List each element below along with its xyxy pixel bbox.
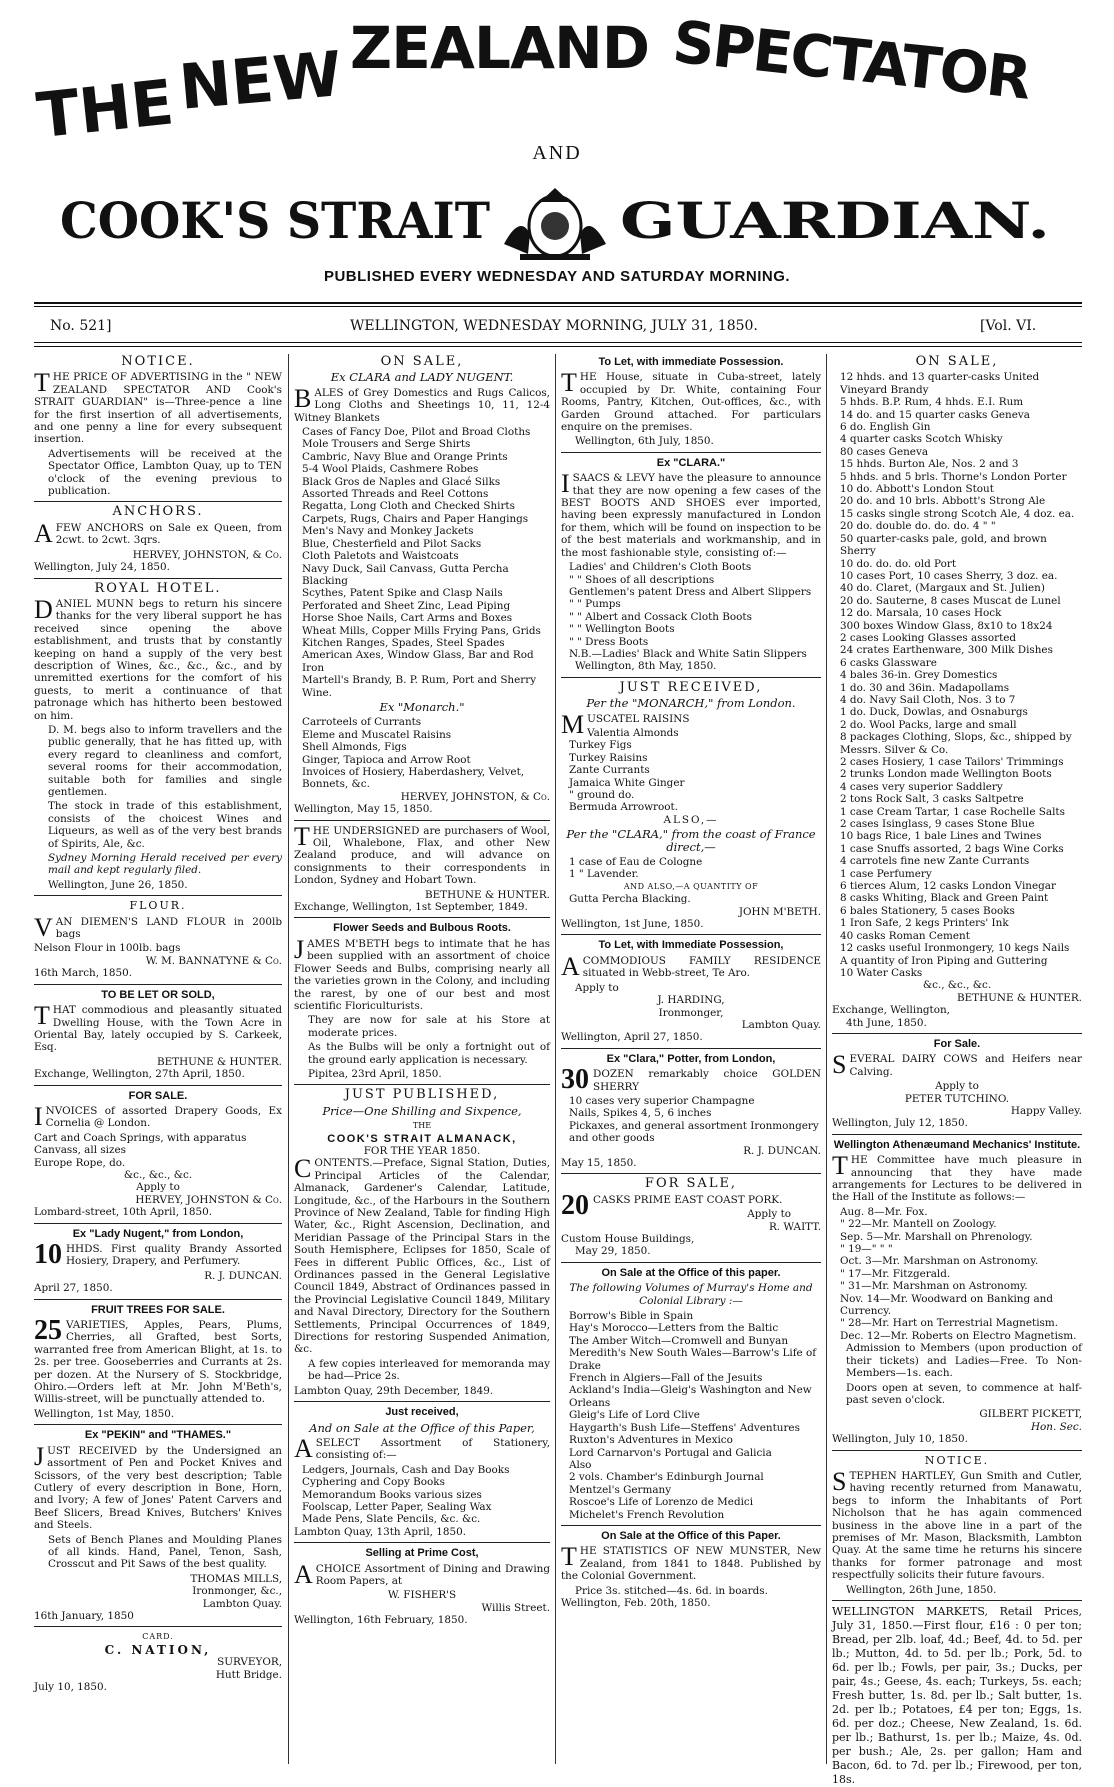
list-item: " " Dress Boots xyxy=(569,635,649,648)
to-let-2-signature-2: Ironmonger, xyxy=(658,1006,724,1019)
list-item: Haygarth's Bush Life—Steffens' Adventures xyxy=(569,1421,800,1434)
list-item: Cloth Paletots and Waistcoats xyxy=(302,550,459,563)
list-item: Oct. 3—Mr. Marshman on Astronomy. xyxy=(840,1255,1039,1268)
pork-text: 20 CASKS PRIME EAST COAST PORK. xyxy=(561,1189,783,1221)
anchors-date: Wellington, July 24, 1850. xyxy=(34,561,170,574)
flour-signature: W. M. BANNATYNE & Co. xyxy=(145,954,282,967)
potter-signature: R. J. DUNCAN. xyxy=(743,1144,821,1157)
list-item: Cyphering and Copy Books xyxy=(302,1476,445,1489)
on-sale-date: Exchange, Wellington, xyxy=(832,1004,950,1017)
royal-hotel-text-4: Sydney Morning Herald received per every mail and kept regularly filed. xyxy=(48,852,282,877)
fruit-trees-date: Wellington, 1st May, 1850. xyxy=(34,1407,175,1420)
on-sale-list xyxy=(832,371,1082,979)
pekin-date: 16th January, 1850 xyxy=(34,1609,134,1622)
on-sale-subheading: Ex CLARA and LADY NUGENT. xyxy=(330,370,514,385)
just-received-heading: Just received, xyxy=(385,1406,459,1419)
to-let-2-signature: J. HARDING, xyxy=(657,994,725,1007)
statistics-price: Price 3s. stitched—4s. 6d. in boards. xyxy=(575,1584,768,1597)
list-item: Pickaxes, and general assortment Ironmongery and other goods xyxy=(569,1119,819,1145)
royal-hotel-text-2: D. M. begs also to inform travellers and the public generally, that he has fitted up, with every regard to cleanliness and comfort, several rooms for their accommodation, suitable both for families and single gentlemen. xyxy=(48,723,282,798)
potter-date: May 15, 1850. xyxy=(561,1156,637,1169)
svg-text:NEW: NEW xyxy=(176,36,345,124)
column-divider xyxy=(555,354,556,1764)
almanack-date: Lambton Quay, 29th December, 1849. xyxy=(294,1384,494,1397)
list-item: " ground do. xyxy=(569,789,635,801)
for-sale-text: INVOICES of assorted Drapery Goods, Ex Cornelia @ London. xyxy=(34,1101,282,1131)
on-sale-signature: BETHUNE & HUNTER. xyxy=(956,991,1082,1004)
list-item: Roscoe's Life of Lorenzo de Medici xyxy=(569,1496,754,1509)
to-let-2-apply: Apply to xyxy=(575,981,619,994)
top-rule-thin xyxy=(34,306,1082,307)
top-rule xyxy=(34,302,1082,304)
list-item: 1 case Perfumery xyxy=(840,867,932,880)
column-divider xyxy=(288,354,289,1764)
books-heading: On Sale at the Office of this paper. xyxy=(601,1266,781,1279)
list-item: Men's Navy and Monkey Jackets xyxy=(302,525,474,538)
list-item: Canvass, all sizes xyxy=(34,1144,126,1157)
dairy-date: Wellington, July 12, 1850. xyxy=(832,1117,968,1130)
columns xyxy=(34,354,1082,1786)
markets-text: WELLINGTON MARKETS, Retail Prices, July 31, 1850.—First flour, £16 : 0 per ton; Bread, per 2lb. loaf, 4d.; Beef, 4d. to 5d. per lb.; Mutton, 4d. to 5d. per lb.; Pork, 5d. to 6d. per lb.; Fowls, per pair, 3s.; Ducks, per pair, 4s.; Geese, 4s. each; Turkeys, 5s. each; Fresh butter, 1s. 8d. per lb.; Salt butter, 1s. 2d. per lb.; Potatoes, £4 per ton; Eggs, 1s. 6d. per doz.; Cheese, New Zealand, 1s. 6d. per lb.; Bathurst, 1s. per lb.; Maize, 4s. 0d. per bush.; Ale, 2s. per gallon; Ham and Bacon, 6d. to 7d. per lb.; Firewood, per ton, 18s. xyxy=(832,1605,1082,1786)
anchors-heading: ANCHORS. xyxy=(112,504,204,520)
to-let-date: Wellington, 6th July, 1850. xyxy=(575,435,714,448)
list-item: Regatta, Long Cloth and Checked Shirts xyxy=(302,500,515,513)
just-published-price: Price—One Shilling and Sixpence, xyxy=(322,1103,522,1118)
raisins-list xyxy=(561,727,821,814)
list-item: 1 case Cream Tartar, 1 case Rochelle Salts xyxy=(840,805,1065,818)
to-let-text: THAT commodious and pleasantly situated Dwelling House, with the Town Acre in Oriental Bay, lately occupied by S. Carkeek, Esq. xyxy=(34,1001,282,1054)
almanack-year: FOR THE YEAR 1850. xyxy=(363,1144,481,1157)
just-received-subheading: Per the "MONARCH," from London. xyxy=(586,696,796,711)
dairy-apply: Apply to xyxy=(935,1080,979,1093)
list-item: 4 do. Navy Sail Cloth, Nos. 3 to 7 xyxy=(840,693,1016,706)
prime-cost-date: Wellington, 16th February, 1850. xyxy=(294,1614,468,1627)
list-item: 8 casks Whiting, Black and Green Paint xyxy=(840,892,1049,905)
list-item: Shell Almonds, Figs xyxy=(302,741,407,754)
for-sale-date: Lombard-street, 10th April, 1850. xyxy=(34,1206,213,1219)
list-item: Mentzel's Germany xyxy=(569,1483,672,1496)
notice-text: THE PRICE OF ADVERTISING in the " NEW ZEALAND SPECTATOR AND Cook's STRAIT GUARDIAN" is—Three-pence a line for the first insertion of all advertisements, and one penny a line for every subsequent insertion. xyxy=(34,368,282,446)
lady-nugent-text: 10 HHDS. First quality Brandy Assorted Hosiery, Drapery, and Perfumery. xyxy=(34,1239,282,1270)
monarch-date: Wellington, May 15, 1850. xyxy=(294,803,433,816)
pekin-signature-2: Ironmonger, &c., xyxy=(192,1585,282,1598)
list-item: 14 do. and 15 quarter casks Geneva xyxy=(840,408,1030,421)
hartley-heading: NOTICE. xyxy=(924,1453,990,1467)
list-item: Mole Trousers and Serge Shirts xyxy=(302,438,471,451)
list-item: Ladies' and Children's Cloth Boots xyxy=(569,561,752,574)
list-item: " " Pumps xyxy=(569,598,621,611)
athenaeum-text: THE Committee have much pleasure in announcing that they have made arrangements for Lectures to be delivered in the Hall of the Institute as follows:— xyxy=(832,1151,1082,1204)
lady-nugent-date: April 27, 1850. xyxy=(34,1282,113,1295)
potter-list xyxy=(561,1095,821,1145)
prime-cost-heading: Selling at Prime Cost, xyxy=(365,1547,479,1560)
list-item: 10 cases very superior Champagne xyxy=(569,1094,755,1107)
mbeth-signature: JOHN M'BETH. xyxy=(738,905,821,918)
list-item: " 17—Mr. Fitzgerald. xyxy=(840,1267,951,1280)
flour-text-2: Nelson Flour in 100lb. bags xyxy=(34,942,181,955)
list-item: French in Algiers—Fall of the Jesuits xyxy=(569,1372,763,1385)
list-item: Turkey Raisins xyxy=(569,751,648,764)
list-item: Nov. 14—Mr. Woodward on Banking and Currency. xyxy=(840,1292,1053,1318)
list-item: Valentia Almonds xyxy=(587,726,679,739)
athenaeum-heading: Wellington Athenæumand Mechanics' Institute. xyxy=(833,1138,1081,1151)
list-item: Apply to xyxy=(136,1181,180,1194)
list-item: Foolscap, Letter Paper, Sealing Wax xyxy=(302,1500,492,1513)
list-item: Kitchen Ranges, Spades, Steel Spades xyxy=(302,636,505,649)
monarch-signature: HERVEY, JOHNSTON, & Co. xyxy=(400,790,550,803)
pekin-text-2: Sets of Bench Planes and Moulding Planes of all kinds. Hand, Panel, Tenon, Sash, Crosscut and Pit Saws of the best quality. xyxy=(48,1533,282,1571)
clara-date: Wellington, 8th May, 1850. xyxy=(575,660,717,673)
list-item: Ginger, Tapioca and Arrow Root xyxy=(302,753,471,766)
fruit-trees-heading: FRUIT TREES FOR SALE. xyxy=(91,1303,225,1316)
column-2 xyxy=(294,354,550,1764)
pekin-signature-3: Lambton Quay. xyxy=(202,1597,282,1610)
dairy-signature: PETER TUTCHINO. xyxy=(904,1092,1010,1105)
list-item: 12 casks useful Ironmongery, 10 kegs Nails xyxy=(840,942,1070,955)
statistics-heading: On Sale at the Office of this Paper. xyxy=(601,1529,781,1542)
list-item: A quantity of Iron Piping and Guttering xyxy=(840,954,1048,967)
list-item: Borrow's Bible in Spain xyxy=(569,1310,694,1323)
list-item: 10 bags Rice, 1 bale Lines and Twines xyxy=(840,830,1042,843)
list-item: 5 hhds. B.P. Rum, 4 hhds. E.I. Rum xyxy=(840,396,1024,409)
prime-cost-signature: W. FISHER'S xyxy=(387,1589,457,1602)
list-item: 1 do. Duck, Dowlas, and Osnaburgs xyxy=(840,706,1028,719)
to-let-2-signature-3: Lambton Quay. xyxy=(741,1018,821,1031)
royal-hotel-text-3: The stock in trade of this establishment, consists of the choicest Wines and Liqueurs, as well as of the very best brands of Spirits, Ale, &c. xyxy=(48,800,282,850)
almanack-contents: CONTENTS.—Preface, Signal Station, Duties, Principal Articles of the Calendar, Almanack, Gardener's Calendar, Latitude, Longitude, &c., of the Harbours in the Southern Province of New Zealand, Table for finding High Water, &c., Right Ascension, Declination, and Meridian Passage of the Principal Stars in the South Hemisphere, Eclipses for 1850, Scale of Fees in different Public Offices, &c., List of Ordinances passed in the General Legislative Council 1849, Abstract of Ordinances passed in the Provincial Legislative Council 1849, Military and Naval Directory, Directory for the Southern Settlements, Principal Occurrences of 1849, Directions for restoring Suspended Animation, &c. xyxy=(294,1154,550,1356)
on-sale-date-2: 4th June, 1850. xyxy=(846,1016,927,1029)
list-item: Memorandum Books various sizes xyxy=(302,1488,482,1501)
list-item: 4 quarter casks Scotch Whisky xyxy=(840,433,1003,446)
list-item: Made Pens, Slate Pencils, &c. &c. xyxy=(302,1513,481,1526)
list-item: Eleme and Muscatel Raisins xyxy=(302,728,452,741)
to-let-heading: TO BE LET OR SOLD, xyxy=(101,988,215,1001)
column-1 xyxy=(34,354,282,1764)
to-let-2-heading: To Let, with Immediate Possession, xyxy=(598,939,784,952)
list-item: 10 Water Casks xyxy=(840,966,923,979)
almanack-title: COOK'S STRAIT ALMANACK, xyxy=(327,1132,517,1145)
list-item: 6 bales Stationery, 5 cases Books xyxy=(840,904,1015,917)
list-item: 2 cases Isinglass, 9 cases Stone Blue xyxy=(840,818,1035,831)
to-let-2-text: ACOMMODIOUS FAMILY RESIDENCE situated in Webb-street, Te Aro. xyxy=(561,951,821,981)
list-item: Assorted Threads and Reel Cottons xyxy=(302,488,489,501)
to-let-heading: To Let, with immediate Possession. xyxy=(598,356,784,368)
pork-date-2: May 29, 1850. xyxy=(575,1245,651,1258)
athenaeum-admission: Admission to Members (upon production of their tickets) and Ladies—Free. To Non-Members—1s. each. xyxy=(846,1342,1082,1380)
svg-text:COOK'S STRAIT: COOK'S STRAIT xyxy=(60,191,490,250)
masthead-title xyxy=(30,7,1090,160)
list-item: 2 tons Rock Salt, 3 casks Saltpetre xyxy=(840,793,1024,806)
also-label: ALSO,— xyxy=(663,813,719,826)
flower-seeds-date: Pipitea, 23rd April, 1850. xyxy=(308,1067,442,1080)
card-line: SURVEYOR, xyxy=(217,1656,282,1669)
clara-france-label: Per the "CLARA," from the coast of France direct,— xyxy=(566,827,816,854)
clara-list xyxy=(561,561,821,660)
pork-date: Custom House Buildings, xyxy=(561,1233,695,1245)
column-divider xyxy=(826,354,827,1764)
list-item: Bermuda Arrowroot. xyxy=(569,801,678,814)
list-item: 20 do. and 10 brls. Abbott's Strong Ale xyxy=(840,495,1046,508)
list-item: N.B.—Ladies' Black and White Satin Slippers xyxy=(569,647,807,660)
for-sale-heading: FOR SALE. xyxy=(128,1089,188,1102)
just-received-heading: JUST RECEIVED, xyxy=(619,679,763,695)
list-item: Meredith's New South Wales—Barrow's Life of Drake xyxy=(569,1347,817,1372)
list-item: Lord Carnarvon's Portugal and Galicia xyxy=(569,1446,772,1459)
flower-seeds-text: JAMES M'BETH begs to intimate that he has been supplied with an assortment of choice Flower Seeds and Bulbs, comprising nearly all the varieties grown in the Colony, and including the rarest, by one of our best and most scientific Floriculturists. xyxy=(294,934,550,1012)
coat-of-arms-icon xyxy=(504,188,606,260)
list-item: Sep. 5—Mr. Marshall on Phrenology. xyxy=(840,1230,1033,1243)
list-item: 12 do. Marsala, 10 cases Hock xyxy=(840,607,1002,620)
list-item: 8 packages Clothing, Slops, &c., shipped by Messrs. Silver & Co. xyxy=(840,731,1072,756)
list-item: 24 crates Earthenware, 300 Milk Dishes xyxy=(840,644,1053,657)
list-item: 15 hhds. Burton Ale, Nos. 2 and 3 xyxy=(840,458,1019,471)
raisins-text: MUSCATEL RAISINS xyxy=(561,709,690,739)
list-item: 50 quarter-casks pale, gold, and brown Sherry xyxy=(840,532,1047,558)
list-item: 2 cases Looking Glasses assorted xyxy=(840,631,1017,644)
place-date: WELLINGTON, WEDNESDAY MORNING, JULY 31, 1850. xyxy=(350,318,758,334)
list-item: 1 Iron Safe, 2 kegs Printers' Ink xyxy=(840,917,1009,930)
list-item: Aug. 8—Mr. Fox. xyxy=(840,1205,928,1218)
dateline-rule-2 xyxy=(34,346,1082,347)
masthead-and: AND xyxy=(532,142,582,164)
list-item: Jamaica White Ginger xyxy=(569,776,685,789)
list-item: Ruxton's Adventures in Mexico xyxy=(569,1434,733,1447)
anchors-signature: HERVEY, JOHNSTON, & Co. xyxy=(132,548,282,561)
potter-heading: Ex "Clara," Potter, from London, xyxy=(606,1052,776,1065)
stationery-date: Lambton Quay, 13th April, 1850. xyxy=(294,1525,467,1538)
list-item: American Axes, Window Glass, Bar and Rod Iron xyxy=(302,649,534,674)
list-item: 1 " Lavender. xyxy=(569,868,639,881)
athenaeum-doors: Doors open at seven, to commence at half-past seven o'clock. xyxy=(846,1381,1082,1406)
issue-number: No. 521] xyxy=(50,318,112,334)
dateline xyxy=(40,318,1080,340)
list-item: Gleig's Life of Lord Clive xyxy=(569,1409,700,1422)
flower-seeds-heading: Flower Seeds and Bulbous Roots. xyxy=(333,922,511,935)
gutta-percha: Gutta Percha Blacking. xyxy=(569,893,691,906)
athenaeum-signature-2: Hon. Sec. xyxy=(1030,1420,1082,1433)
pork-apply: Apply to xyxy=(747,1208,791,1221)
list-item: 2 vols. Chamber's Edinburgh Journal xyxy=(569,1471,764,1484)
anchors-text: AFEW ANCHORS on Sale ex Queen, from 2cwt. to 2cwt. 3qrs. xyxy=(34,518,282,548)
svg-text:ZEALAND: ZEALAND xyxy=(350,14,650,82)
list-item: Invoices of Hosiery, Haberdashery, Velvet, Bonnets, &c. xyxy=(302,766,525,791)
mbeth-date: Wellington, 1st June, 1850. xyxy=(561,918,704,931)
masthead xyxy=(0,0,1114,320)
notice-heading: NOTICE. xyxy=(121,354,195,369)
list-item: 1 case Snuffs assorted, 2 bags Wine Corks xyxy=(840,842,1064,855)
clara-heading: Ex "CLARA." xyxy=(656,456,726,469)
flour-text: VAN DIEMEN'S LAND FLOUR in 200lb bags xyxy=(34,912,282,942)
list-item: 40 do. Claret, (Margaux and St. Julien) xyxy=(840,582,1045,595)
list-item: Zante Currants xyxy=(569,764,650,777)
list-item: Perforated and Sheet Zinc, Lead Piping xyxy=(302,599,511,612)
list-item: 10 do. Abbott's London Stout xyxy=(840,483,994,496)
clara-text: ISAACS & LEVY have the pleasure to announce that they are now opening a few cases of the BEST BOOTS AND SHOES ever imported, having been expressly manufactured in London for them, which will be found on inspection to be of the best materials and workmanship, and in the most fashionable style, consisting of:— xyxy=(561,469,821,559)
on-sale-heading: ON SALE, xyxy=(380,354,464,369)
list-item: 5 hhds. and 5 brls. Thorne's London Porter xyxy=(840,470,1067,483)
statistics-text: THE STATISTICS OF NEW MUNSTER, New Zealand, from 1841 to 1848. Published by the Colonial Government. xyxy=(561,1542,821,1583)
list-item: " " Shoes of all descriptions xyxy=(569,573,715,586)
publication-schedule: PUBLISHED EVERY WEDNESDAY AND SATURDAY MORNING. xyxy=(323,268,791,285)
volume: [Vol. VI. xyxy=(980,318,1037,334)
to-let-date: Exchange, Wellington, 27th April, 1850. xyxy=(34,1068,245,1081)
svg-text:GUARDIAN.: GUARDIAN. xyxy=(620,191,1050,250)
dairy-heading: For Sale. xyxy=(933,1037,981,1050)
monarch-heading: Ex "Monarch." xyxy=(379,699,465,714)
lady-nugent-signature: R. J. DUNCAN. xyxy=(204,1269,282,1282)
list-item: " " Wellington Boots xyxy=(569,623,675,636)
list-item: 2 cases Hosiery, 1 case Tailors' Trimmings xyxy=(840,756,1064,768)
statistics-date: Wellington, Feb. 20th, 1850. xyxy=(561,1596,711,1609)
and-also-label: AND ALSO,—A QUANTITY OF xyxy=(623,881,759,891)
list-item: 40 casks Roman Cement xyxy=(840,929,970,942)
column-4 xyxy=(832,354,1082,1786)
list-item: Also xyxy=(569,1458,592,1471)
list-item: 20 do. double do. do. do. 4 " " xyxy=(840,520,996,533)
books-subheading: The following Volumes of Murray's Home and Colonial Library :— xyxy=(569,1282,813,1307)
pork-heading: FOR SALE, xyxy=(644,1176,738,1192)
list-item: " 19—" " " xyxy=(840,1243,893,1256)
list-item: 2 trunks London made Wellington Boots xyxy=(840,768,1052,781)
stationery-list xyxy=(294,1464,550,1526)
dairy-signature-2: Happy Valley. xyxy=(1010,1104,1082,1117)
royal-hotel-text: DANIEL MUNN begs to return his sincere thanks for the very liberal support he has received since opening the above establishment, and trusts that by constantly keeping on hand a supply of the very best description of Wines, &c., &c., &c., and by unremitted exertions for the comfort of his guests, to merit a continuance of that patronage which has hitherto been bestowed on him. xyxy=(34,594,282,722)
on-sale-etc: &c., &c., &c. xyxy=(922,979,992,992)
list-item: Carpets, Rugs, Chairs and Paper Hangings xyxy=(302,512,529,525)
list-item: 12 hhds. and 13 quarter-casks United Vineyard Brandy xyxy=(840,371,1040,396)
list-item: &c., &c., &c. xyxy=(123,1168,193,1181)
wool-text: THE UNDERSIGNED are purchasers of Wool, Oil, Whalebone, Flax, and other New Zealand produce, and will advance on consignments to their correspondents in London, Sydney and Hobart Town. xyxy=(294,821,550,887)
royal-hotel-date: Wellington, June 26, 1850. xyxy=(48,878,188,891)
dateline-rule xyxy=(34,342,1082,343)
list-item: 10 do. do. do. old Port xyxy=(840,557,957,570)
hartley-date: Wellington, 26th June, 1850. xyxy=(846,1583,997,1596)
wool-date: Exchange, Wellington, 1st September, 1849. xyxy=(294,901,528,914)
list-item: " 22—Mr. Mantell on Zoology. xyxy=(840,1218,997,1231)
royal-hotel-heading: ROYAL HOTEL. xyxy=(94,580,222,596)
list-item: 4 carrotels fine new Zante Currants xyxy=(840,855,1030,868)
just-published-the: THE xyxy=(412,1121,432,1131)
list-item: Scythes, Patent Spike and Clasp Nails xyxy=(302,587,503,600)
column-3 xyxy=(561,354,821,1764)
flower-seeds-text-2: They are now for sale at his Store at moderate prices. xyxy=(308,1014,550,1039)
list-item: 6 tierces Alum, 12 casks London Vinegar xyxy=(840,880,1056,893)
list-item: 4 cases very superior Saddlery xyxy=(840,780,1003,793)
list-item: 2 do. Wool Packs, large and small xyxy=(840,718,1017,731)
list-item: " " Albert and Cossack Cloth Boots xyxy=(569,610,752,623)
lady-nugent-heading: Ex "Lady Nugent," from London, xyxy=(72,1227,244,1240)
prime-cost-signature-2: Willis Street. xyxy=(481,1601,550,1614)
list-item: Hay's Morocco—Letters from the Baltic xyxy=(569,1322,779,1335)
potter-text: 30 DOZEN remarkably choice GOLDEN SHERRY xyxy=(561,1064,821,1096)
on-sale-text: BALES of Grey Domestics and Rugs Calicos, Long Cloths and Sheetings 10, 11, 12-4 Witney Blankets xyxy=(294,383,550,424)
list-item: Nails, Spikes 4, 5, 6 inches xyxy=(569,1107,712,1120)
pekin-text: JUST RECEIVED by the Undersigned an assortment of Pen and Pocket Knives and Scissors, of the very best description; Table Cutlery of every description in Bone, Horn, and Ivory; A few of Jones' Patent Carvers and Beef Slicers, Bread Knives, Butchers' Knives and Steels. xyxy=(34,1441,282,1532)
list-item: Michelet's French Revolution xyxy=(569,1508,725,1521)
card-name: C. NATION, xyxy=(104,1642,212,1657)
list-item: 6 casks Glassware xyxy=(840,656,937,669)
to-let-2-date: Wellington, April 27, 1850. xyxy=(561,1031,703,1044)
flower-seeds-text-3: As the Bulbs will be only a fortnight out of the ground early application is necessary. xyxy=(308,1041,550,1066)
books-list xyxy=(561,1310,821,1521)
list-item: Wheat Mills, Copper Mills Frying Pans, Grids xyxy=(302,624,541,637)
card-heading: CARD. xyxy=(142,1632,174,1642)
to-let-signature: BETHUNE & HUNTER. xyxy=(156,1055,282,1068)
svg-text:THE: THE xyxy=(33,65,177,153)
list-item: 6 do. English Gin xyxy=(840,421,931,434)
list-item: Dec. 12—Mr. Roberts on Electro Magnetism. xyxy=(840,1329,1077,1342)
just-received-subheading: And on Sale at the Office of this Paper, xyxy=(309,1420,535,1435)
list-item: Carroteels of Currants xyxy=(302,716,422,729)
list-item: " 28—Mr. Hart on Terrestrial Magnetism. xyxy=(840,1317,1059,1330)
to-let-text: THE House, situate in Cuba-street, lately occupied by Dr. White, containing Four Rooms, Pantry, Kitchen, Out-offices, &c., with Garden Ground attached. For particulars enquire on the premises. xyxy=(561,368,821,434)
pekin-heading: Ex "PEKIN" and "THAMES." xyxy=(84,1429,232,1442)
prime-cost-text: ACHOICE Assortment of Dining and Drawing Room Papers, at xyxy=(294,1559,550,1589)
list-item: " 31—Mr. Marshman on Astronomy. xyxy=(840,1280,1028,1293)
flour-date: 16th March, 1850. xyxy=(34,967,133,980)
list-item: Turkey Figs xyxy=(569,739,632,752)
stationery-text: ASELECT Assortment of Stationery, consisting of:— xyxy=(294,1433,550,1463)
list-item: 300 boxes Window Glass, 8x10 to 18x24 xyxy=(840,619,1053,632)
list-item: 1 case of Eau de Cologne xyxy=(569,856,703,869)
for-sale-signature: HERVEY, JOHNSTON & Co. xyxy=(135,1193,282,1206)
list-item: 5-4 Wool Plaids, Cashmere Robes xyxy=(302,463,479,476)
wool-signature: BETHUNE & HUNTER. xyxy=(424,888,550,901)
list-item: 20 do. Sauterne, 8 cases Muscat de Lunel xyxy=(840,594,1061,607)
svg-text:SPECTATOR: SPECTATOR xyxy=(669,7,1035,113)
fruit-trees-text: 25 VARIETIES, Apples, Pears, Plums, Cherries, all Grafted, best Sorts, warranted free from American Blight, at 1s. to 2s. per tree. Gooseberries and Currants at 2s. per dozen. At the Nursery of S. Stockbridge, Ohiro.—Orders left at Mr. John M'Beth's, Willis-street, will be punctually attended to. xyxy=(34,1315,282,1406)
pork-signature: R. WAITT. xyxy=(768,1220,821,1233)
list-item: 80 cases Geneva xyxy=(840,445,929,458)
list-item: Ledgers, Journals, Cash and Day Books xyxy=(302,1463,510,1476)
dairy-text: SEVERAL DAIRY COWS and Heifers near Calving. xyxy=(832,1050,1082,1080)
list-item: Navy Duck, Sail Canvass, Gutta Percha Blacking xyxy=(302,562,509,587)
list-item: Ackland's India—Gleig's Washington and New Orleans xyxy=(569,1384,812,1409)
pekin-signature: THOMAS MILLS, xyxy=(190,1572,282,1585)
list-item: Blue, Chesterfield and Pilot Sacks xyxy=(302,537,482,550)
on-sale-heading: ON SALE, xyxy=(915,354,999,369)
list-item: 15 casks single strong Scotch Ale, 4 doz. ea. xyxy=(840,507,1075,520)
athenaeum-signature: GILBERT PICKETT, xyxy=(979,1408,1082,1421)
flour-heading: FLOUR. xyxy=(129,899,187,913)
list-item: 4 bales 36-in. Grey Domestics xyxy=(840,669,998,682)
monarch-list xyxy=(294,716,550,790)
list-item: Gentlemen's patent Dress and Albert Slippers xyxy=(569,585,812,598)
list-item: 10 cases Port, 10 cases Sherry, 3 doz. ea. xyxy=(840,569,1058,582)
list-item: Martell's Brandy, B. P. Rum, Port and Sherry Wine. xyxy=(302,674,537,699)
list-item: Cases of Fancy Doe, Pilot and Broad Cloths xyxy=(302,426,531,439)
card-date: July 10, 1850. xyxy=(34,1681,107,1693)
notice-text-2: Advertisements will be received at the Spectator Office, Lambton Quay, up to TEN o'clock of the evening previous to publication. xyxy=(48,447,282,498)
just-published-heading: JUST PUBLISHED, xyxy=(344,1087,500,1103)
lecture-list xyxy=(832,1206,1082,1342)
card-line-2: Hutt Bridge. xyxy=(215,1668,282,1681)
list-item: Cambric, Navy Blue and Orange Prints xyxy=(302,450,508,463)
list-item: 1 do. 30 and 36in. Madapollams xyxy=(840,681,1010,694)
almanack-note: A few copies interleaved for memoranda may be had—Price 2s. xyxy=(308,1357,550,1383)
list-item: Europe Rope, do. xyxy=(34,1156,126,1169)
list-item: Horse Shoe Nails, Cart Arms and Boxes xyxy=(302,612,513,625)
athenaeum-date: Wellington, July 10, 1850. xyxy=(832,1433,968,1446)
list-item: Black Gros de Naples and Glacé Silks xyxy=(302,475,501,488)
on-sale-list xyxy=(294,426,550,699)
masthead-subtitle xyxy=(60,180,1060,260)
hartley-text: STEPHEN HARTLEY, Gun Smith and Cutler, having recently returned from Manawatu, begs to inform the Inhabitants of Port Nicholson that he has again commenced business in the above line in a part of the premises of Mr. Mason, Blacksmith, Lambton Quay. At the same time he returns his sincere thanks for former patronage and most respectfully solicits their future favours. xyxy=(832,1466,1082,1582)
list-item: The Amber Witch—Cromwell and Bunyan xyxy=(569,1334,789,1347)
list-item: Cart and Coach Springs, with apparatus xyxy=(34,1131,247,1144)
